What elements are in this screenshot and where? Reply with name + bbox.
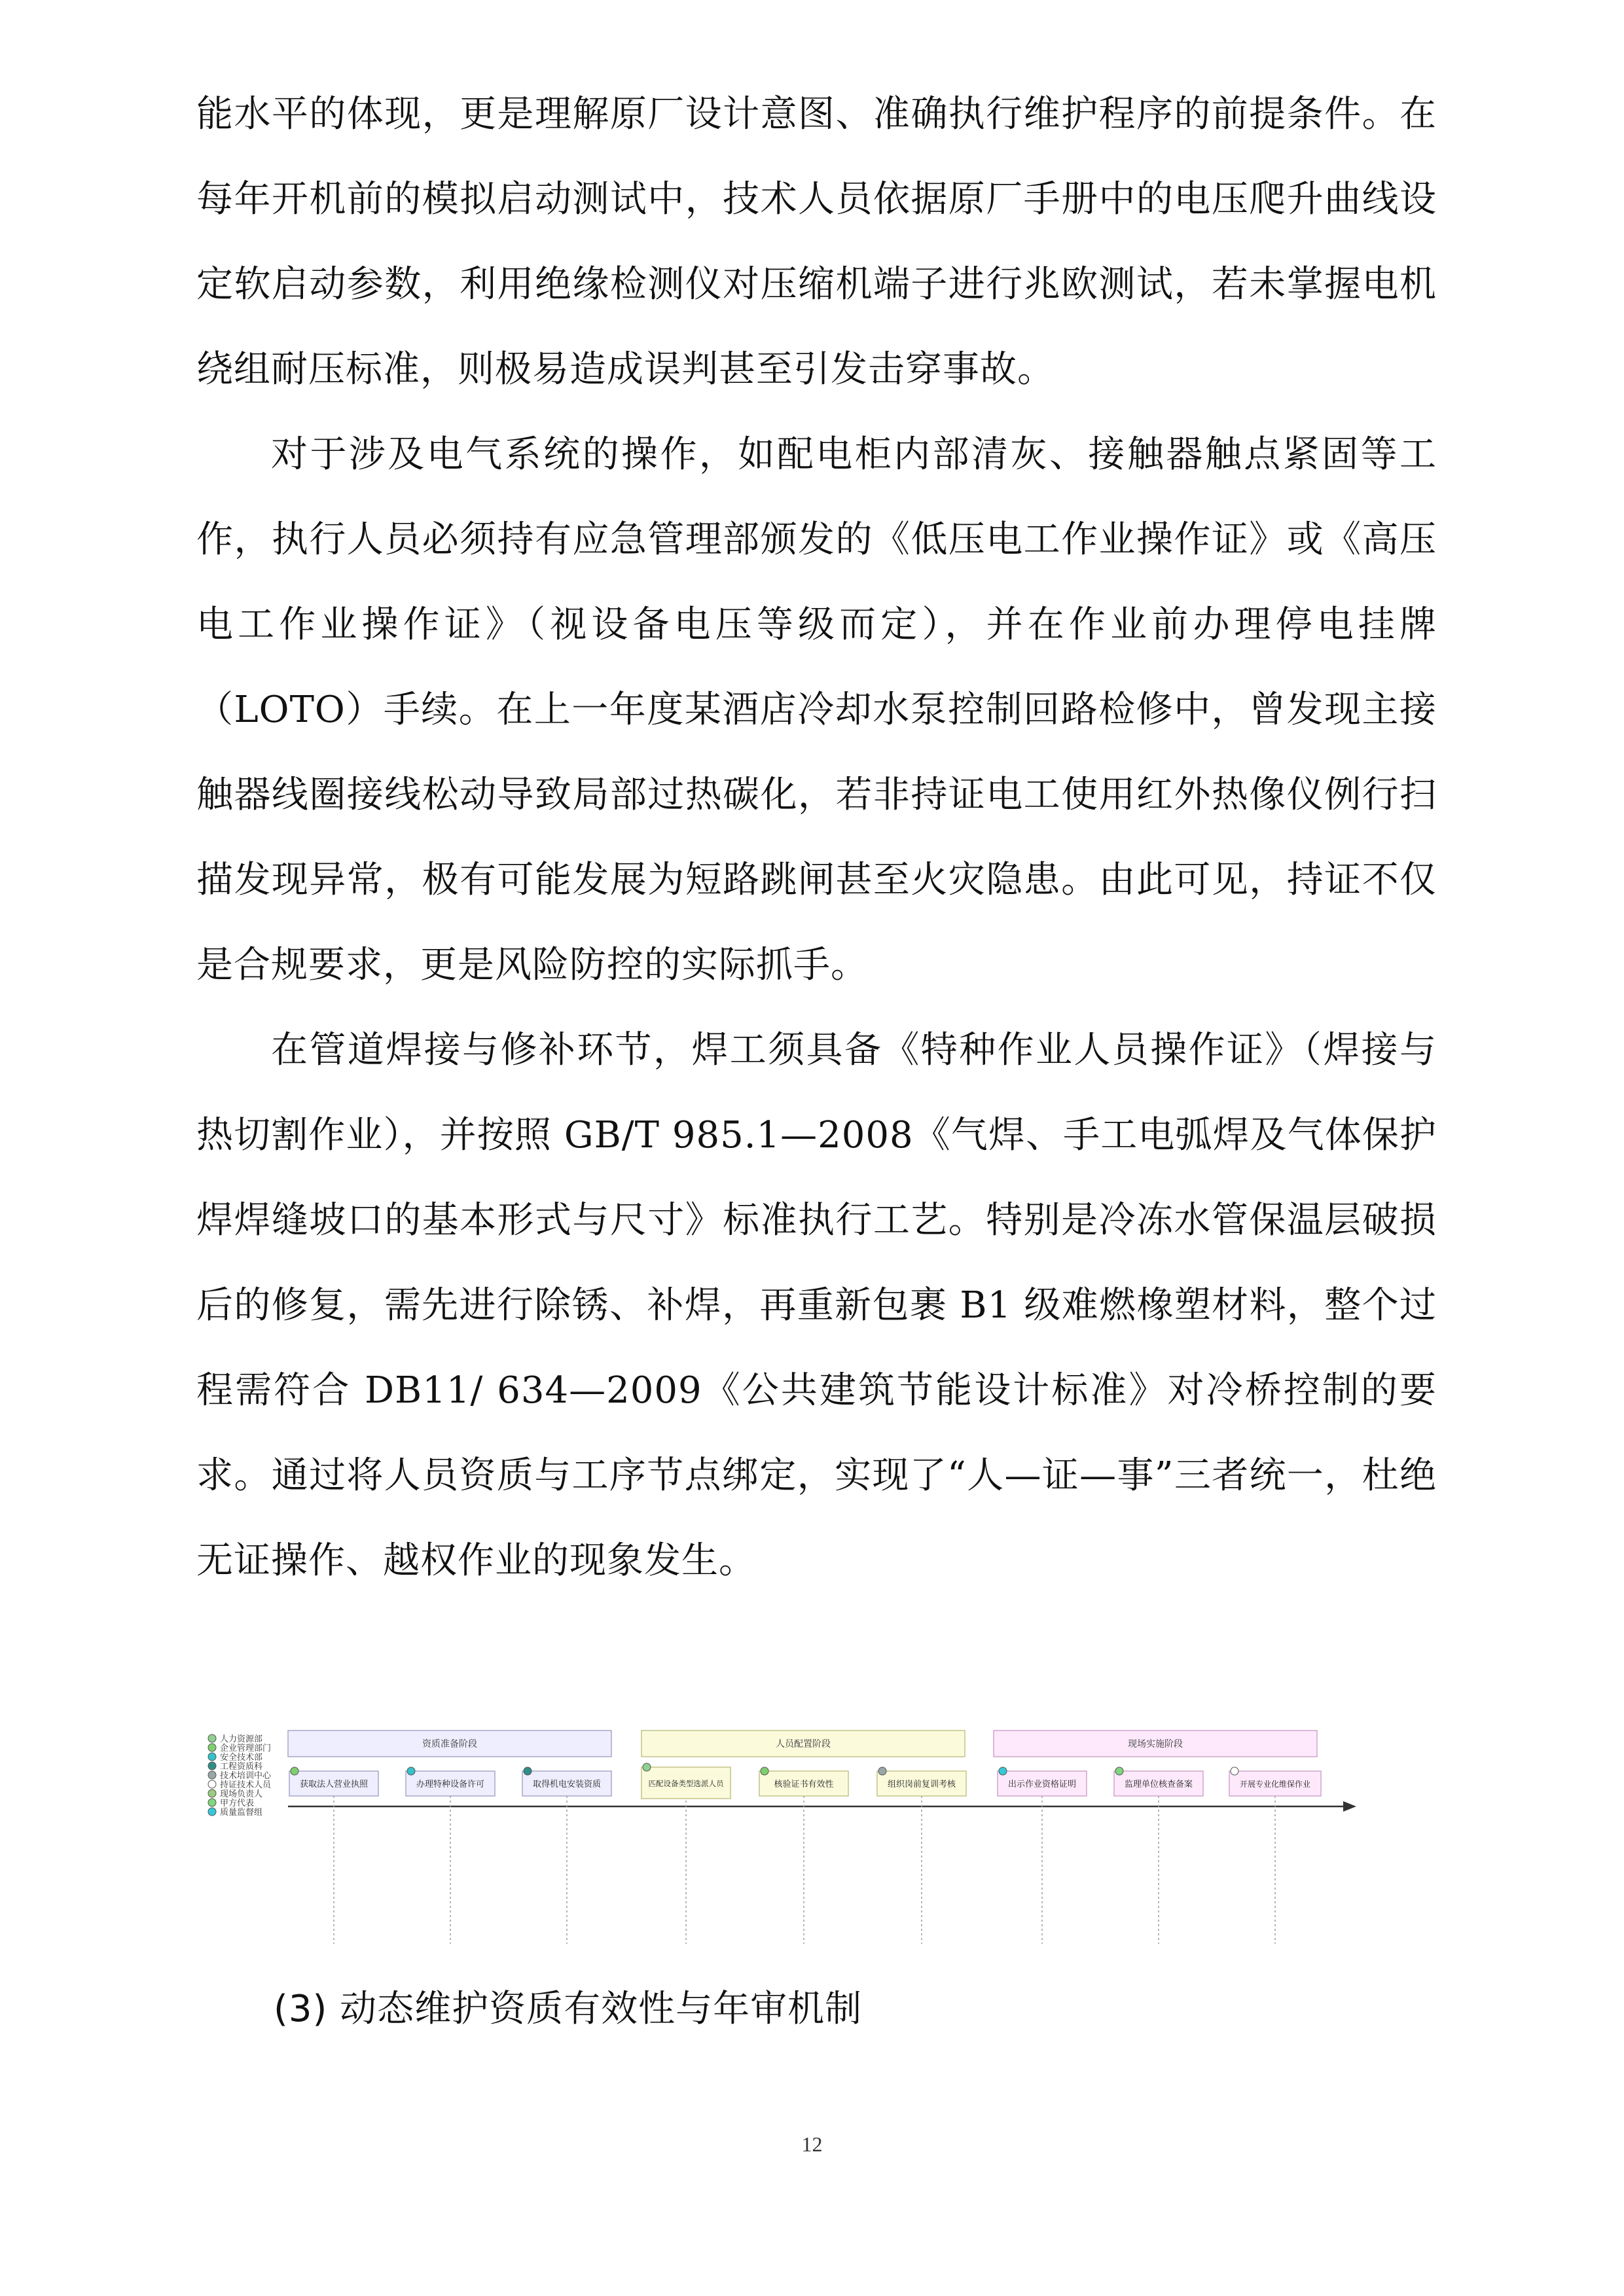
paragraph-2: 对于涉及电气系统的操作，如配电柜内部清灰、接触器触点紧固等工作，执行人员必须持有应急管理部颁发的《低压电工作业操作证》或《高压电工作业操作证》（视设备电压等级而定），并在作业前办理停电挂牌（LOTO）手续。在上一年度某酒店冷却水泵控制回路检修中，曾发现主接触器线圈接线松动导致局部过热碳化，若非持证电工使用红外热像仪例行扫描发现异常，极有可能发展为短路跳闸甚至火灾隐患。由此可见，持证不仅是合规要求，更是风险防控的实际抓手。 xyxy=(196,433,1437,986)
step-node xyxy=(406,1767,495,1796)
legend-item xyxy=(208,1734,262,1744)
legend-item xyxy=(208,1780,272,1790)
step-label: 获取法人营业执照 xyxy=(299,1780,369,1789)
phase-label: 现场实施阶段 xyxy=(1128,1739,1183,1749)
legend-dot xyxy=(208,1771,216,1779)
step-label: 匹配设备类型选派人员 xyxy=(648,1779,724,1788)
phase-label: 人员配置阶段 xyxy=(776,1739,831,1749)
step-dot xyxy=(407,1767,415,1775)
timeline-arrowhead xyxy=(1343,1801,1356,1812)
section-subheading: (3) 动态维护资质有效性与年审机制 xyxy=(274,1988,863,2030)
legend-label: 现场负责人 xyxy=(220,1789,263,1799)
legend-dot xyxy=(208,1780,216,1788)
step-label: 核验证书有效性 xyxy=(774,1780,834,1789)
legend-item xyxy=(208,1752,262,1763)
step-dot xyxy=(1115,1767,1123,1775)
legend-label: 持证技术人员 xyxy=(220,1780,272,1790)
step-node xyxy=(998,1767,1087,1796)
paragraph-3: 在管道焊接与修补环节，焊工须具备《特种作业人员操作证》（焊接与热切割作业），并按照 GB/T 985.1—2008《气焊、手工电弧焊及气体保护焊焊缝坡口的基本形式与尺寸》标准执行工艺。特别是冷冻水管保温层破损后的修复，需先进行除锈、补焊，再重新包裹 B1 级难燃橡塑材料，整个过程需符合 DB11/ 634—2009《公共建筑节能设计标准》对冷桥控制的要求。通过将人员资质与工序节点绑定，实现了“人—证—事”三者统一，杜绝无证操作、越权作业的现象发生。 xyxy=(196,1029,1437,1582)
step-dot xyxy=(291,1767,298,1775)
legend-dot xyxy=(208,1799,216,1806)
legend-dot xyxy=(208,1753,216,1761)
phase-label: 资质准备阶段 xyxy=(422,1739,477,1749)
step-node xyxy=(641,1763,731,1799)
legend-dot xyxy=(208,1734,216,1742)
legend-item xyxy=(208,1743,271,1753)
step-label: 出示作业资格证明 xyxy=(1007,1780,1077,1789)
step-label: 取得机电安装资质 xyxy=(532,1780,602,1789)
drop-lines xyxy=(334,1787,1275,1944)
qualification-timeline-diagram xyxy=(196,1728,1362,1957)
step-dot xyxy=(643,1763,651,1771)
legend-item xyxy=(208,1761,262,1772)
step-label: 开展专业化维保作业 xyxy=(1239,1780,1311,1789)
step-dot xyxy=(761,1767,768,1775)
legend-item xyxy=(208,1789,262,1799)
legend-dot xyxy=(208,1808,216,1816)
step-dot xyxy=(524,1767,532,1775)
body-text xyxy=(196,72,1437,1604)
step-node xyxy=(1114,1767,1203,1796)
legend-label: 安全技术部 xyxy=(220,1753,263,1763)
legend-label: 技术培训中心 xyxy=(220,1771,272,1781)
legend-label: 企业管理部门 xyxy=(220,1744,272,1753)
paragraph-1: 能水平的体现，更是理解原厂设计意图、准确执行维护程序的前提条件。在每年开机前的模拟启动测试中，技术人员依据原厂手册中的电压爬升曲线设定软启动参数，利用绝缘检测仪对压缩机端子进行兆欧测试，若未掌握电机绕组耐压标准，则极易造成误判甚至引发击穿事故。 xyxy=(196,93,1437,391)
step-label: 办理特种设备许可 xyxy=(416,1780,485,1789)
legend-label: 人力资源部 xyxy=(220,1734,263,1744)
step-dot xyxy=(1231,1767,1238,1775)
legend-item xyxy=(208,1799,254,1808)
step-label: 组织岗前复训考核 xyxy=(887,1780,956,1789)
legend-item xyxy=(208,1770,272,1781)
legend-item xyxy=(208,1807,262,1818)
legend-dot xyxy=(208,1789,216,1797)
legend xyxy=(208,1734,272,1818)
legend-label: 质量监督组 xyxy=(220,1808,263,1818)
step-label: 监理单位核查备案 xyxy=(1124,1780,1193,1789)
legend-label: 甲方代表 xyxy=(220,1799,255,1808)
phase-box xyxy=(641,1731,965,1757)
step-node xyxy=(522,1767,611,1796)
step-dot xyxy=(878,1767,886,1775)
legend-label: 工程资质科 xyxy=(220,1762,263,1772)
step-node xyxy=(759,1767,848,1796)
timeline-svg xyxy=(196,1728,1362,1957)
step-node xyxy=(1229,1767,1321,1796)
step-dot xyxy=(999,1767,1007,1775)
legend-dot xyxy=(208,1762,216,1770)
phase-box xyxy=(994,1731,1317,1757)
legend-dot xyxy=(208,1744,216,1751)
step-node xyxy=(877,1767,966,1796)
phase-box xyxy=(288,1731,611,1757)
step-node xyxy=(289,1767,378,1796)
page-number: 12 xyxy=(801,2132,823,2156)
